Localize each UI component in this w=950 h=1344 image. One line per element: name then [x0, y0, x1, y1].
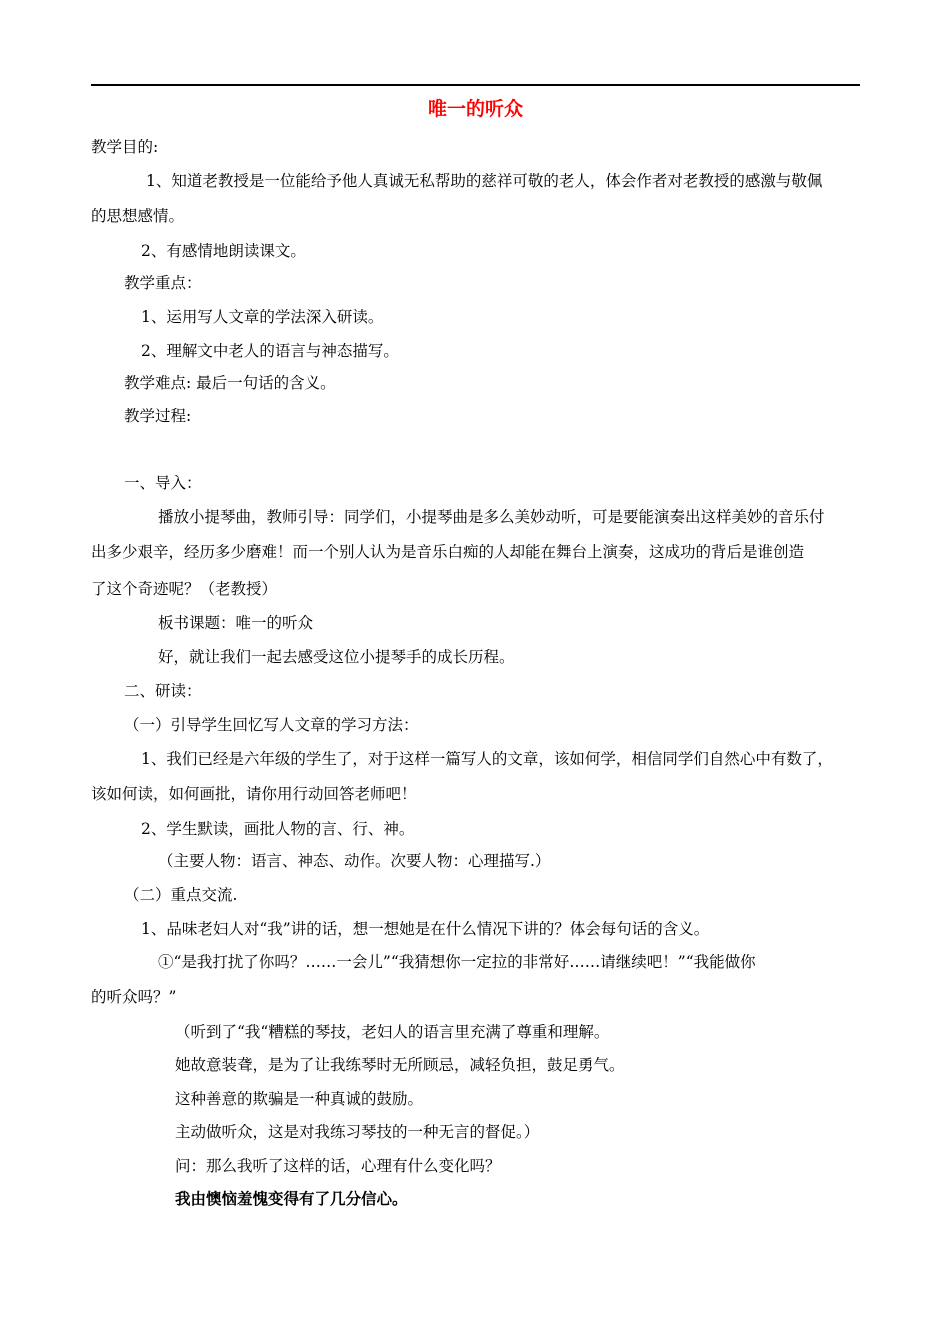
study-item-2-note: （主要人物：语言、神态、动作。次要人物：心理描写.）	[158, 852, 551, 870]
process-heading: 教学过程:	[124, 407, 192, 425]
keypoint-2: 2、理解文中老人的语言与神态描写。	[141, 342, 399, 360]
study-item-2: 2、学生默读，画批人物的言、行、神。	[141, 820, 415, 838]
header-rule	[91, 84, 860, 86]
answer-line: 我由懊恼羞愧变得有了几分信心。	[175, 1190, 408, 1208]
objectives-heading: 教学目的:	[91, 138, 159, 156]
difficulty-line: 教学难点: 最后一句话的含义。	[124, 374, 336, 392]
intro-paragraph-line-1: 播放小提琴曲，教师引导：同学们，小提琴曲是多么美妙动听，可是要能演奏出这样美妙的音乐付	[158, 508, 825, 526]
document-title: 唯一的听众	[427, 98, 523, 120]
intro-closing-line: 好，就让我们一起去感受这位小提琴手的成长历程。	[158, 648, 515, 666]
question-line: 问：那么我听了这样的话，心理有什么变化吗？	[175, 1157, 501, 1175]
study-item-1-line-1: 1、我们已经是六年级的学生了，对于这样一篇写人的文章，该如何学，相信同学们自然心中有数了，	[141, 750, 833, 768]
keypoints-heading: 教学重点：	[124, 274, 202, 292]
subsection-1-heading: （一）引导学生回忆写人文章的学习方法：	[124, 716, 419, 734]
keypoint-1: 1、运用写人文章的学法深入研读。	[141, 308, 384, 326]
quote-line-1: ①“是我打扰了你吗？……一会儿”“我猜想你一定拉的非常好……请继续吧！”“我能做你	[158, 953, 756, 971]
exchange-item-1: 1、品味老妇人对“我”讲的话，想一想她是在什么情况下讲的？体会每句话的含义。	[141, 920, 710, 938]
subsection-2-heading: （二）重点交流.	[124, 886, 238, 904]
objective-1-cont: 的思想感情。	[91, 207, 185, 225]
analysis-line-4: 主动做听众，这是对我练习琴技的一种无言的督促。）	[175, 1123, 540, 1141]
analysis-line-3: 这种善意的欺骗是一种真诚的鼓励。	[175, 1090, 424, 1108]
quote-line-2: 的听众吗？”	[91, 988, 177, 1006]
section-study-heading: 二、研读：	[124, 682, 202, 700]
intro-paragraph-line-3: 了这个奇迹呢？（老教授）	[91, 580, 278, 598]
analysis-line-1: （听到了“我“糟糕的琴技，老妇人的语言里充满了尊重和理解。	[175, 1023, 610, 1041]
objective-2: 2、有感情地朗读课文。	[141, 242, 306, 260]
intro-paragraph-line-2: 出多少艰辛，经历多少磨难！而一个别人认为是音乐白痴的人却能在舞台上演奏，这成功的背后是谁创造	[91, 543, 805, 561]
board-title-line: 板书课题：唯一的听众	[158, 614, 314, 632]
study-item-1-line-2: 该如何读，如何画批，请你用行动回答老师吧！	[91, 785, 417, 803]
objective-1: 1、知道老教授是一位能给予他人真诚无私帮助的慈祥可敬的老人，体会作者对老教授的感激与敬佩	[146, 172, 823, 190]
analysis-line-2: 她故意装聋，是为了让我练琴时无所顾忌，减轻负担，鼓足勇气。	[175, 1056, 625, 1074]
section-intro-heading: 一、导入：	[124, 474, 202, 492]
